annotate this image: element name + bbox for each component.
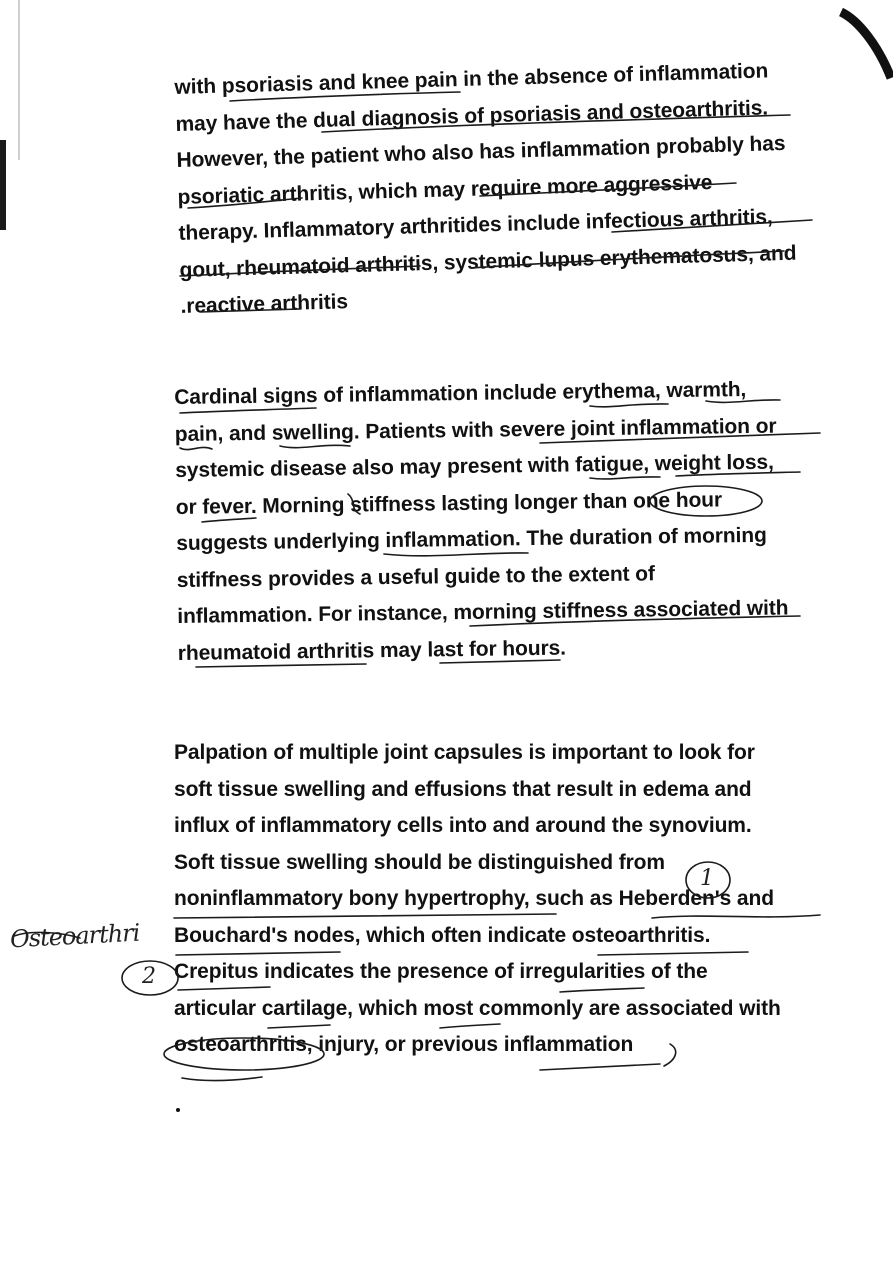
scan-edge-shadow <box>0 140 6 230</box>
text-line: may have the dual diagnosis of psoriasis and osteoarthritis. <box>175 95 769 136</box>
text-line: Soft tissue swelling should be distinguished from <box>174 850 665 874</box>
text-line: .reactive arthritis <box>180 290 349 318</box>
text-line: osteoarthritis, injury, or previous inflammation <box>174 1033 634 1056</box>
text-line: with psoriasis and knee pain in the absence of inflammation <box>174 59 769 99</box>
text-line: Cardinal signs of inflammation include erythema, warmth, <box>174 378 747 409</box>
text-line: soft tissue swelling and effusions that result in edema and <box>174 777 752 801</box>
text-line: inflammation. For instance, morning stiffness associated with <box>177 596 789 628</box>
text-line: gout, rheumatoid arthritis, systemic lupus erythematosus, and <box>179 241 797 282</box>
text-line: suggests underlying inflammation. The duration of morning <box>176 523 767 555</box>
text-line: psoriatic arthritis, which may require more aggressive <box>177 170 713 209</box>
text-line: therapy. Inflammatory arthritides include infectious arthritis, <box>178 205 773 245</box>
handwritten-margin-note: Osteoarthri <box>9 918 140 954</box>
text-line: stiffness provides a useful guide to the extent of <box>176 561 655 592</box>
text-line: influx of inflammatory cells into and around the synovium. <box>174 814 752 837</box>
text-line: Crepitus indicates the presence of irregularities of the <box>174 960 708 983</box>
underline-mark <box>182 1077 262 1081</box>
handwritten-number-1: 1 <box>700 866 714 891</box>
paragraph-palpation <box>174 735 834 1064</box>
underline-mark <box>540 1064 660 1070</box>
text-line: Palpation of multiple joint capsules is important to look for <box>174 741 755 764</box>
text-line: However, the patient who also has inflammation probably has <box>176 131 786 172</box>
text-line: or fever. Morning stiffness lasting longer than one hour <box>175 487 723 519</box>
text-line: pain, and swelling. Patients with severe joint inflammation or <box>174 414 777 446</box>
corner-staple-mark <box>833 0 893 80</box>
text-line: Bouchard's nodes, which often indicate osteoarthritis. <box>174 923 711 947</box>
paragraph-cardinal-signs <box>174 371 838 672</box>
paragraph-psoriasis <box>174 52 841 326</box>
trailing-dot <box>176 1108 180 1112</box>
text-line: noninflammatory bony hypertrophy, such as Heberden's and <box>174 887 774 910</box>
text-line: articular cartilage, which most commonly are associated with <box>174 996 781 1020</box>
text-line: systemic disease also may present with fatigue, weight loss, <box>175 450 774 482</box>
text-line: rheumatoid arthritis may last for hours. <box>177 636 567 665</box>
scan-edge-line <box>18 0 20 160</box>
handwritten-number-2: 2 <box>142 964 156 989</box>
